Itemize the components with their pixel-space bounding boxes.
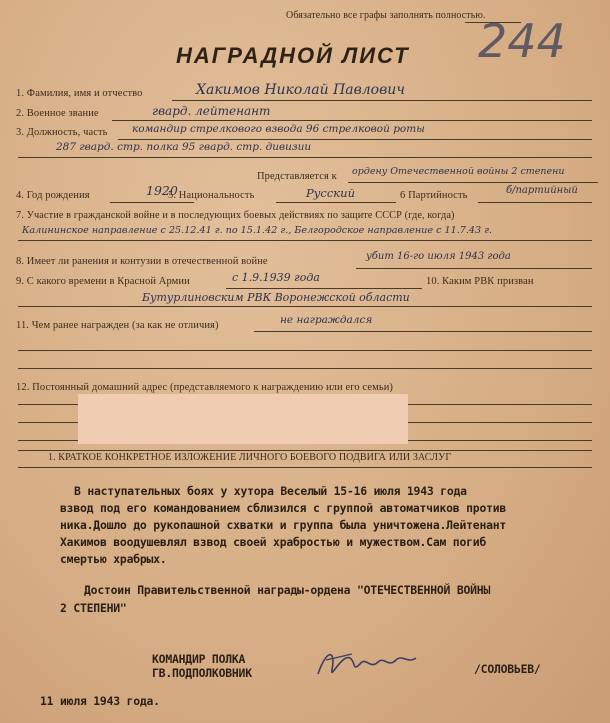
- field-9-label: 9. С какого времени в Красной Армии: [16, 276, 190, 287]
- field-8-line: [356, 268, 592, 269]
- field-2-line: [112, 120, 592, 121]
- field-6-value: б/партийный: [506, 185, 578, 196]
- field-10-line: [18, 306, 592, 307]
- signer-name: /СОЛОВЬЕВ/: [474, 662, 541, 676]
- field-4-line: [110, 202, 194, 203]
- field-3-label: 3. Должность, часть: [16, 127, 108, 138]
- signature-date: 11 июля 1943 года.: [40, 694, 160, 708]
- field-11-label: 11. Чем ранее награжден (за как не отличия): [16, 320, 219, 331]
- archive-number: 244: [478, 14, 566, 68]
- signer-position-line-1: КОМАНДИР ПОЛКА: [152, 652, 246, 666]
- field-5-value: Русский: [306, 186, 355, 200]
- field-10-value: Бутурлиновским РВК Воронежской области: [142, 291, 410, 304]
- field-11-value: не награждался: [280, 314, 373, 326]
- conclusion-line-1: Достоин Правительственной награды-ордена "ОТЕЧЕСТВЕННОЙ ВОЙНЫ: [84, 583, 491, 597]
- field-2-label: 2. Военное звание: [16, 108, 99, 119]
- field-3-line-1: [118, 139, 592, 140]
- field-2-value: гвард. лейтенант: [152, 104, 271, 118]
- narrative-line-1: В наступательных боях у хутора Веселый 15-16 июля 1943 года: [74, 484, 467, 498]
- field-8-value: убит 16-го июля 1943 года: [366, 251, 511, 262]
- field-11-line-3: [18, 368, 592, 369]
- field-7-label: 7. Участие в гражданской войне и в последующих боевых действиях по защите СССР (где, когда): [16, 210, 455, 221]
- field-12-label: 12. Постоянный домашний адрес (представляемого к награждению или его семьи): [16, 382, 394, 393]
- field-10-label: 10. Каким РВК призван: [426, 276, 534, 287]
- page-title: НАГРАДНОЙ ЛИСТ: [176, 43, 410, 68]
- field-1-label: 1. Фамилия, имя и отчество: [16, 88, 143, 99]
- field-5-label: 5. Национальность: [168, 190, 255, 201]
- handwritten-signature: [312, 640, 422, 684]
- field-3-value-line2: 287 гвард. стр. полка 95 гвард. стр. дивизии: [56, 141, 312, 153]
- narrative-line-5: смертью храбрых.: [60, 552, 167, 566]
- header-note: Обязательно все графы заполнять полностью.: [286, 10, 486, 21]
- narrative-line-4: Хакимов воодушевлял взвод своей храбростью и мужеством.Сам погиб: [60, 535, 487, 549]
- field-1-line: [172, 100, 592, 101]
- signer-position-line-2: ГВ.ПОДПОЛКОВНИК: [152, 666, 252, 680]
- field-8-label: 8. Имеет ли ранения и контузии в отечественной войне: [16, 256, 268, 267]
- field-9-line: [226, 288, 422, 289]
- narrative-line-3: ника.Дошло до рукопашной схватки и группа была уничтожена.Лейтенант: [60, 518, 507, 532]
- field-4-label: 4. Год рождения: [16, 190, 90, 201]
- field-11-line-2: [18, 350, 592, 351]
- redacted-address-block: [78, 394, 408, 444]
- field-6-label: 6 Партийность: [400, 190, 468, 201]
- field-7-line: [18, 240, 592, 241]
- presented-line: [348, 182, 598, 183]
- presented-value: ордену Отечественной войны 2 степени: [352, 166, 565, 177]
- field-7-value: Калининское направление с 25.12.41 г. по 15.1.42 г., Белгородское направление с 11.7.43 г.: [22, 225, 493, 236]
- conclusion-line-2: 2 СТЕПЕНИ": [60, 601, 127, 615]
- narrative-line-2: взвод под его командованием сблизился с группой автоматчиков против: [60, 501, 507, 515]
- field-6-line: [478, 202, 592, 203]
- field-4-value: 1920: [146, 183, 178, 198]
- field-9-value: с 1.9.1939 года: [232, 271, 320, 284]
- field-1-value: Хакимов Николай Павлович: [196, 82, 405, 98]
- field-3-line-2: [18, 157, 592, 158]
- field-11-line-1: [254, 331, 592, 332]
- presented-label: Представляется к: [257, 171, 337, 182]
- field-3-value-line1: командир стрелкового взвода 96 стрелковой роты: [132, 123, 425, 135]
- field-5-line: [276, 202, 396, 203]
- section-heading: 1. КРАТКОЕ КОНКРЕТНОЕ ИЗЛОЖЕНИЕ ЛИЧНОГО БОЕВОГО ПОДВИГА ИЛИ ЗАСЛУГ: [48, 452, 452, 463]
